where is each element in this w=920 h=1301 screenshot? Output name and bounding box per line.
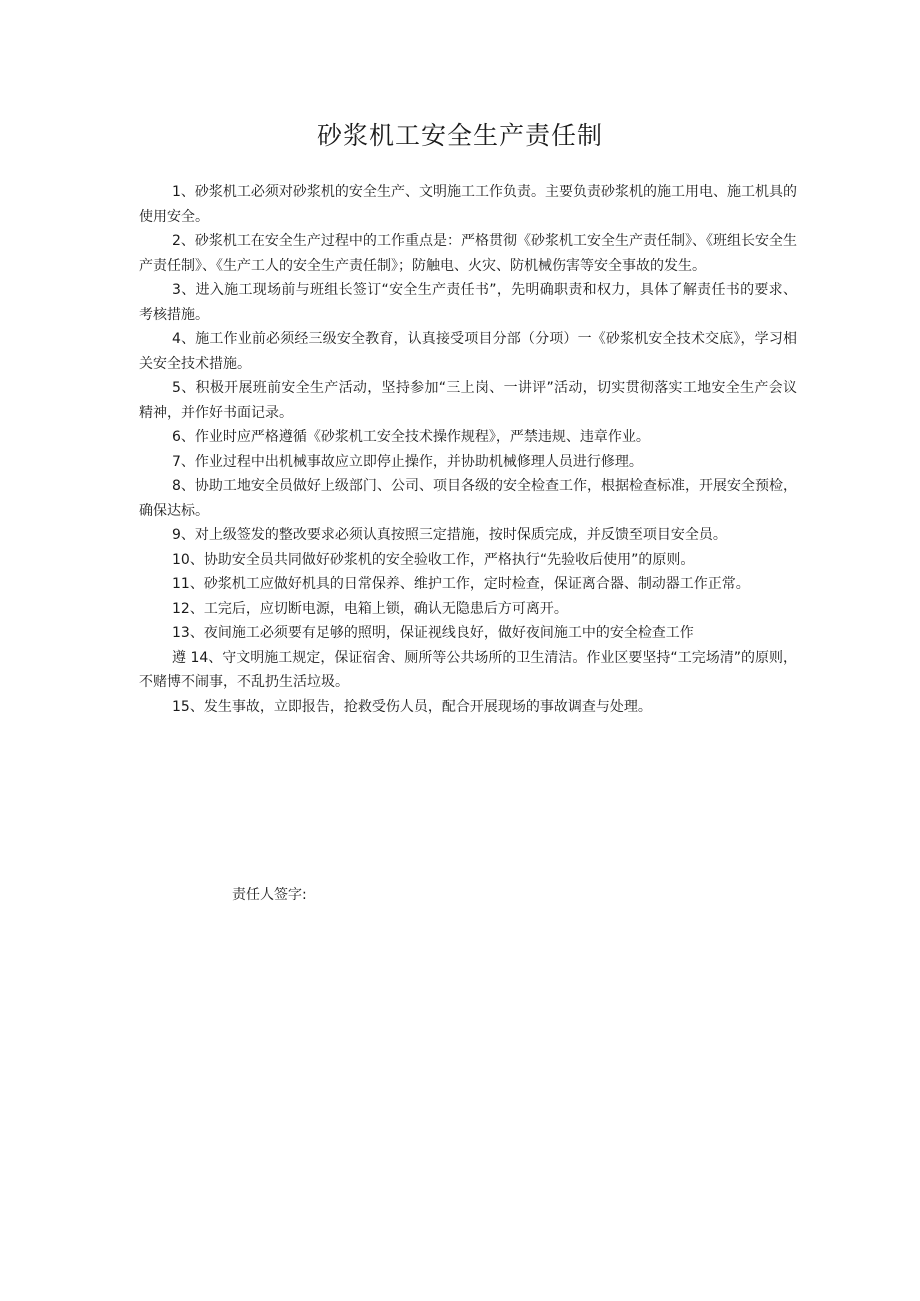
clause-item: 遵 14、守文明施工规定，保证宿舍、厕所等公共场所的卫生清洁。作业区要坚持“工完场清”的原则，不赌博不闹事，不乱扔生活垃圾。: [139, 649, 797, 690]
clause-item: 8、协助工地安全员做好上级部门、公司、项目各级的安全检查工作，根据检查标准，开展安全预检，确保达标。: [139, 478, 797, 519]
clause-item: 2、砂浆机工在安全生产过程中的工作重点是：严格贯彻《砂浆机工安全生产责任制》、《班组长安全生产责任制》、《生产工人的安全生产责任制》；防触电、火灾、防机械伤害等安全事故的发生。: [139, 233, 797, 274]
clause-list: [139, 180, 797, 719]
clause-item: 4、施工作业前必须经三级安全教育，认真接受项目分部（分项）一《砂浆机安全技术交底》，学习相关安全技术措施。: [139, 331, 797, 372]
clause-item: 1、砂浆机工必须对砂浆机的安全生产、文明施工工作负责。主要负责砂浆机的施工用电、施工机具的使用安全。: [139, 184, 797, 225]
clause-item: 13、夜间施工必须要有足够的照明，保证视线良好，做好夜间施工中的安全检查工作: [172, 625, 694, 641]
clause-item: 7、作业过程中出机械事故应立即停止操作，并协助机械修理人员进行修理。: [172, 453, 643, 470]
clause-item: 5、积极开展班前安全生产活动，坚持参加“三上岗、一讲评”活动，切实贯彻落实工地安全生产会议精神，并作好书面记录。: [139, 380, 797, 421]
document-title: 砂浆机工安全生产责任制: [316, 121, 603, 150]
clause-item: 9、对上级签发的整改要求必须认真按照三定措施，按时保质完成，并反馈至项目安全员。: [172, 527, 727, 543]
clause-item: 3、进入施工现场前与班组长签订“安全生产责任书”，先明确职责和权力，具体了解责任书的要求、考核措施。: [139, 282, 797, 323]
clause-item: 6、作业时应严格遵循《砂浆机工安全技术操作规程》，严禁违规、违章作业。: [172, 429, 650, 445]
clause-item: 11、砂浆机工应做好机具的日常保养、维护工作，定时检查，保证离合器、制动器工作正常。: [172, 576, 750, 592]
clause-item: 12、工完后，应切断电源，电箱上锁，确认无隐患后方可离开。: [172, 600, 568, 617]
signature-label: 责任人签字:: [232, 887, 307, 903]
clause-item: 15、发生事故，立即报告，抢救受伤人员，配合开展现场的事故调查与处理。: [172, 698, 652, 715]
clause-item: 10、协助安全员共同做好砂浆机的安全验收工作，严格执行“先验收后使用”的原则。: [172, 551, 695, 568]
